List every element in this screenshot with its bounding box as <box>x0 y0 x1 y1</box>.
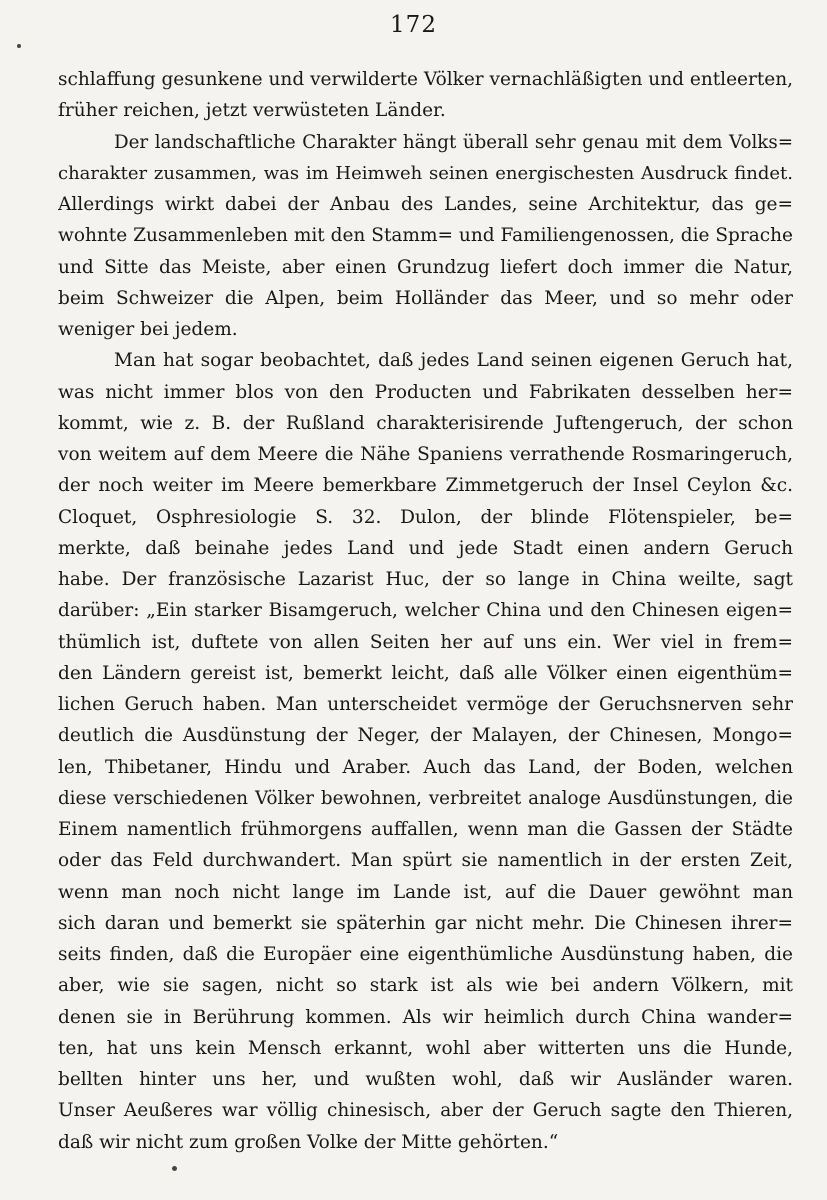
text-line: Unser Aeußeres war völlig chinesisch, aber der Geruch sagte den Thieren, <box>58 1100 793 1122</box>
page-number: 172 <box>390 12 437 38</box>
text-line: darüber: „Ein starker Bisamgeruch, welcher China und den Chinesen eigen= <box>58 600 793 622</box>
text-line: charakter zusammen, was im Heimweh seinen energischesten Ausdruck findet. <box>58 162 793 184</box>
text-line: ten, hat uns kein Mensch erkannt, wohl aber witterten uns die Hunde, <box>58 1037 793 1059</box>
ink-speck <box>172 1166 177 1171</box>
text-line: thümlich ist, duftete von allen Seiten her auf uns ein. Wer viel in frem= <box>58 631 793 653</box>
text-line: bellten hinter uns her, und wußten wohl, daß wir Ausländer waren. <box>58 1069 793 1090</box>
text-line: beim Schweizer die Alpen, beim Holländer das Meer, und so mehr oder <box>58 287 793 309</box>
text-line: diese verschiedenen Völker bewohnen, verbreitet analoge Ausdünstungen, die <box>58 787 793 809</box>
text-line: Man hat sogar beobachtet, daß jedes Land seinen eigenen Geruch hat, <box>114 350 793 372</box>
text-line: schlaffung gesunkene und verwilderte Völker vernachläßigten und entleerten, <box>58 69 793 90</box>
text-line: habe. Der französische Lazarist Huc, der so lange in China weilte, sagt <box>58 569 793 590</box>
text-line: was nicht immer blos von den Producten und Fabrikaten desselben her= <box>58 381 793 403</box>
text-line: deutlich die Ausdünstung der Neger, der Malayen, der Chinesen, Mongo= <box>58 725 793 747</box>
text-line: den Ländern gereist ist, bemerkt leicht, daß alle Völker einen eigenthüm= <box>58 662 793 684</box>
text-line: merkte, daß beinahe jedes Land und jede Stadt einen andern Geruch <box>58 537 793 559</box>
text-line: Einem namentlich frühmorgens auffallen, wenn man die Gassen der Städte <box>58 819 793 840</box>
text-line: und Sitte das Meiste, aber einen Grundzug liefert doch immer die Natur, <box>58 256 793 278</box>
text-line: seits finden, daß die Europäer eine eigenthümliche Ausdünstung haben, die <box>58 944 793 965</box>
text-line: lichen Geruch haben. Man unterscheidet vermöge der Geruchsnerven sehr <box>58 694 793 715</box>
text-line: sich daran und bemerkt sie späterhin gar nicht mehr. Die Chinesen ihrer= <box>58 912 793 934</box>
text-line: früher reichen, jetzt verwüsteten Länder. <box>58 100 446 122</box>
body-text <box>58 64 793 1158</box>
ink-speck <box>17 44 21 48</box>
text-line: weniger bei jedem. <box>58 319 238 340</box>
text-line: wohnte Zusammenleben mit den Stamm= und Familiengenossen, die Sprache <box>58 225 793 247</box>
text-line: denen sie in Berührung kommen. Als wir heimlich durch China wander= <box>58 1006 793 1028</box>
text-line: oder das Feld durchwandert. Man spürt sie namentlich in der ersten Zeit, <box>58 850 793 872</box>
text-line: daß wir nicht zum großen Volke der Mitte gehörten.“ <box>58 1131 559 1153</box>
text-line: der noch weiter im Meere bemerkbare Zimmetgeruch der Insel Ceylon &c. <box>58 475 793 497</box>
text-line: von weitem auf dem Meere die Nähe Spaniens verrathende Rosmaringeruch, <box>58 444 793 465</box>
text-line: kommt, wie z. B. der Rußland charakterisirende Juftengeruch, der schon <box>58 412 793 434</box>
text-line: Der landschaftliche Charakter hängt überall sehr genau mit dem Volks= <box>114 131 793 153</box>
text-line: Allerdings wirkt dabei der Anbau des Landes, seine Architektur, das ge= <box>58 194 793 215</box>
text-line: Cloquet, Osphresiologie S. 32. Dulon, der blinde Flötenspieler, be= <box>58 506 793 528</box>
text-line: wenn man noch nicht lange im Lande ist, auf die Dauer gewöhnt man <box>58 881 793 903</box>
text-line: len, Thibetaner, Hindu und Araber. Auch das Land, der Boden, welchen <box>58 756 793 778</box>
text-line: aber, wie sie sagen, nicht so stark ist als wie bei andern Völkern, mit <box>58 975 793 997</box>
